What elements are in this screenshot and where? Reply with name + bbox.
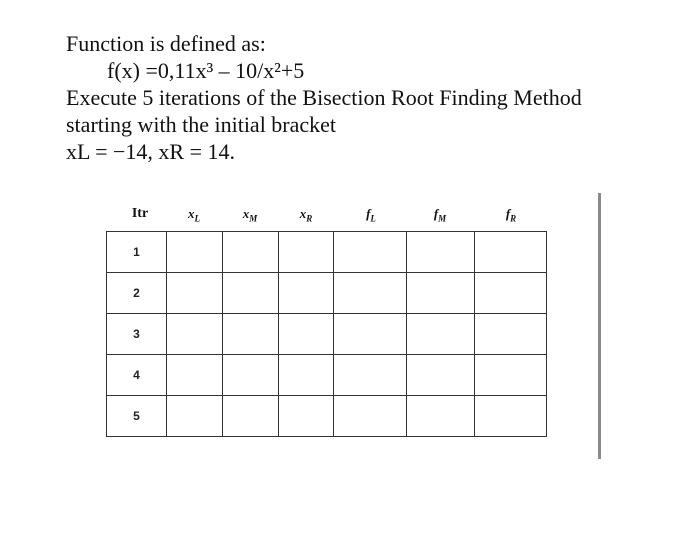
cell-xr[interactable] [278, 232, 334, 273]
header-fm: $f_M$ [433, 206, 447, 224]
cell-fl[interactable] [334, 273, 407, 314]
cell-xr[interactable] [278, 355, 334, 396]
iteration-number: 2 [107, 273, 167, 314]
cell-fr[interactable] [475, 396, 547, 437]
iteration-number: 1 [107, 232, 167, 273]
iteration-table [106, 231, 547, 437]
cell-xr[interactable] [278, 396, 334, 437]
cell-fm[interactable] [407, 396, 475, 437]
header-xl: $x_L$ [188, 206, 200, 224]
table-row [107, 314, 547, 355]
cell-fm[interactable] [407, 232, 475, 273]
cell-fr[interactable] [475, 273, 547, 314]
cell-xl[interactable] [166, 396, 222, 437]
table-row [107, 232, 547, 273]
header-xm: $x_M$ [242, 206, 258, 224]
cell-xm[interactable] [222, 396, 278, 437]
cell-fl[interactable] [334, 232, 407, 273]
iteration-number: 5 [107, 396, 167, 437]
iteration-number: 4 [107, 355, 167, 396]
header-itr: Itr [131, 206, 149, 221]
header-xr: $x_R$ [299, 206, 313, 224]
function-definition: f(x) =0,11x³ – 10/x²+5 [107, 58, 305, 83]
cell-xl[interactable] [166, 232, 222, 273]
table-row [107, 273, 547, 314]
cell-xl[interactable] [166, 314, 222, 355]
problem-line-1: Function is defined as: [66, 31, 266, 56]
cell-fm[interactable] [407, 273, 475, 314]
cell-fr[interactable] [475, 232, 547, 273]
cell-xm[interactable] [222, 273, 278, 314]
problem-line-4: starting with the initial bracket [66, 112, 337, 137]
table-row [107, 355, 547, 396]
cell-xl[interactable] [166, 355, 222, 396]
table-row [107, 396, 547, 437]
cell-xr[interactable] [278, 314, 334, 355]
cell-fl[interactable] [334, 355, 407, 396]
cell-xr[interactable] [278, 273, 334, 314]
cell-xm[interactable] [222, 355, 278, 396]
problem-statement [66, 30, 582, 165]
table-header [106, 206, 547, 228]
header-fr: $f_R$ [505, 206, 517, 224]
cell-fl[interactable] [334, 396, 407, 437]
cell-xl[interactable] [166, 273, 222, 314]
cell-fr[interactable] [475, 314, 547, 355]
cell-xm[interactable] [222, 314, 278, 355]
cell-fl[interactable] [334, 314, 407, 355]
cell-fr[interactable] [475, 355, 547, 396]
initial-bracket: xL = −14, xR = 14. [66, 139, 236, 164]
cell-fm[interactable] [407, 355, 475, 396]
cell-xm[interactable] [222, 232, 278, 273]
iteration-number: 3 [107, 314, 167, 355]
header-fl: $f_L$ [366, 206, 376, 224]
problem-line-3: Execute 5 iterations of the Bisection Root Finding Method [66, 85, 582, 110]
page-divider [598, 193, 601, 459]
cell-fm[interactable] [407, 314, 475, 355]
